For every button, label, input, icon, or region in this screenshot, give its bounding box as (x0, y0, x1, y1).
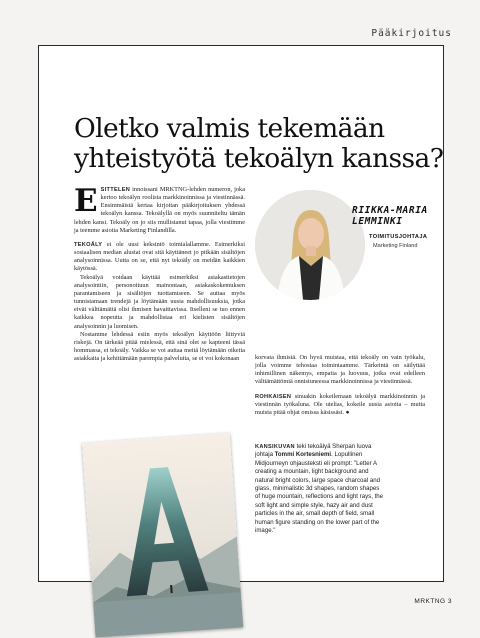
dropcap: E (74, 183, 98, 219)
author-company: Marketing Finland (373, 243, 418, 249)
author-signature (352, 205, 428, 227)
paragraph-5: korvata ihmistä. On hyvä muistaa, että tekoäly on vain työkalu, jolla voimme tehostaa toimintaamme. Tärkeintä on säilyttää inhimillinen näkemys, empatia ja luovuus, jotka ovat edelleen välttämättömiä onnistuneessa markkinoinnissa ja viestinnässä. (255, 354, 425, 386)
paragraph-6 (255, 393, 425, 417)
cover-caption (255, 443, 385, 535)
portrait-illustration (255, 190, 365, 300)
paragraph-3: Tekoälyä voidaan käyttää esimerkiksi asiakastietojen analysointiin, personoituun mainontaan, asiakaskokemuksen parantamiseen ja sisältöjen tuottamiseen. Se auttaa myös tunnistamaan trendejä ja löytämään uusia mahdollisuuksia, jotka eivät välttämättä olisi ihmisen havaittavissa. Itselleni se tuo ennen kaikkea nopeutta ja mahdollistaa eri kielisten sisältöjen analysoinnin ja luomisen. (74, 273, 245, 330)
section-label: Pääkirjoitus (371, 28, 452, 39)
cover-image (82, 433, 243, 638)
paragraph-2-caps: TEKOÄLY (74, 241, 103, 248)
caption-text-1: teki tekoälyä Sherpan luova johtaja (255, 443, 372, 459)
paragraph-6-text: sinuakin kokeilemaan tekoälyä markkinoinnin ja viestinnän työkaluna. Ole utelias, kokeile uusia asioita – mutta muista pitää ohjat omissa käsissäsi. ● (255, 392, 425, 416)
page-folio: MRKTNG 3 (414, 598, 452, 605)
lead-text: innoissani MRKTNG-lehden numeron, joka kertoo tekoälyn roolista markkinoinnissa ja viestinnässä. Ensimmäistä kertaa kirjoitan pääkirjoituksen yhdessä tekoälyn kanssa. Tekoälyllä on myös suunniteltu tämän lehden kansi. Tekoäly on jo siis mullistanut tapaa, jolla viestimme ja teemme asioita Marketing Finlandilla. (74, 186, 245, 234)
paragraph-2 (74, 241, 245, 274)
signature-line-2: LEMMINKI (352, 216, 403, 227)
caption-text-2: . Lopullinen Midjourneyn ohjausteksti eli prompt: "Letter A creating a mountain, light background and natural bright colors, large space charcoal and glass, minimalistic 3d shapes, random shapes of huge mountain, reflections and light rays, the soft light and simple style, hazy air and dust particles in the air, small depth of field, small human figure standing on the lower part of the image." (255, 451, 384, 535)
cover-illustration (82, 433, 243, 638)
paragraph-6-caps: ROHKAISEN (255, 393, 292, 400)
paragraph-4: Nostamme lehdessä esiin myös tekoälyn käyttöön liittyviä riskejä. On tärkeää pitää mielessä, että sinä olet se kapteeni tässä hommassa, ei tekoäly. Vaikka se voi auttaa meitä löytämään oikeita asiakkaita ja kehittämään parempia palveluita, se ei voi kokonaan (74, 330, 245, 363)
headline: Oletko valmis tekemään yhteistyötä tekoälyn kanssa? (74, 113, 444, 174)
signature-line-1: RIIKKA-MARIA (352, 205, 428, 216)
lead-paragraph (74, 183, 245, 235)
column-left (74, 183, 245, 363)
column-right (255, 354, 425, 417)
author-portrait (255, 190, 365, 300)
paragraph-2-text: ei ole uusi keksintö toimialallamme. Esimerkiksi sosiaalisen median alustat ovat sitä käyttäneet jo pitkään sisältöjen analysoinnissa. Uutta on se, että nyt tekoäly on meidän kaikkien käytössä. (74, 240, 245, 273)
caption-caps: KANSIKUVAN (255, 444, 295, 450)
caption-name: Tommi Kortesniemi (274, 451, 332, 459)
lead-caps: SITTELEN (100, 187, 131, 193)
author-role: TOIMITUSJOHTAJA (369, 234, 428, 240)
